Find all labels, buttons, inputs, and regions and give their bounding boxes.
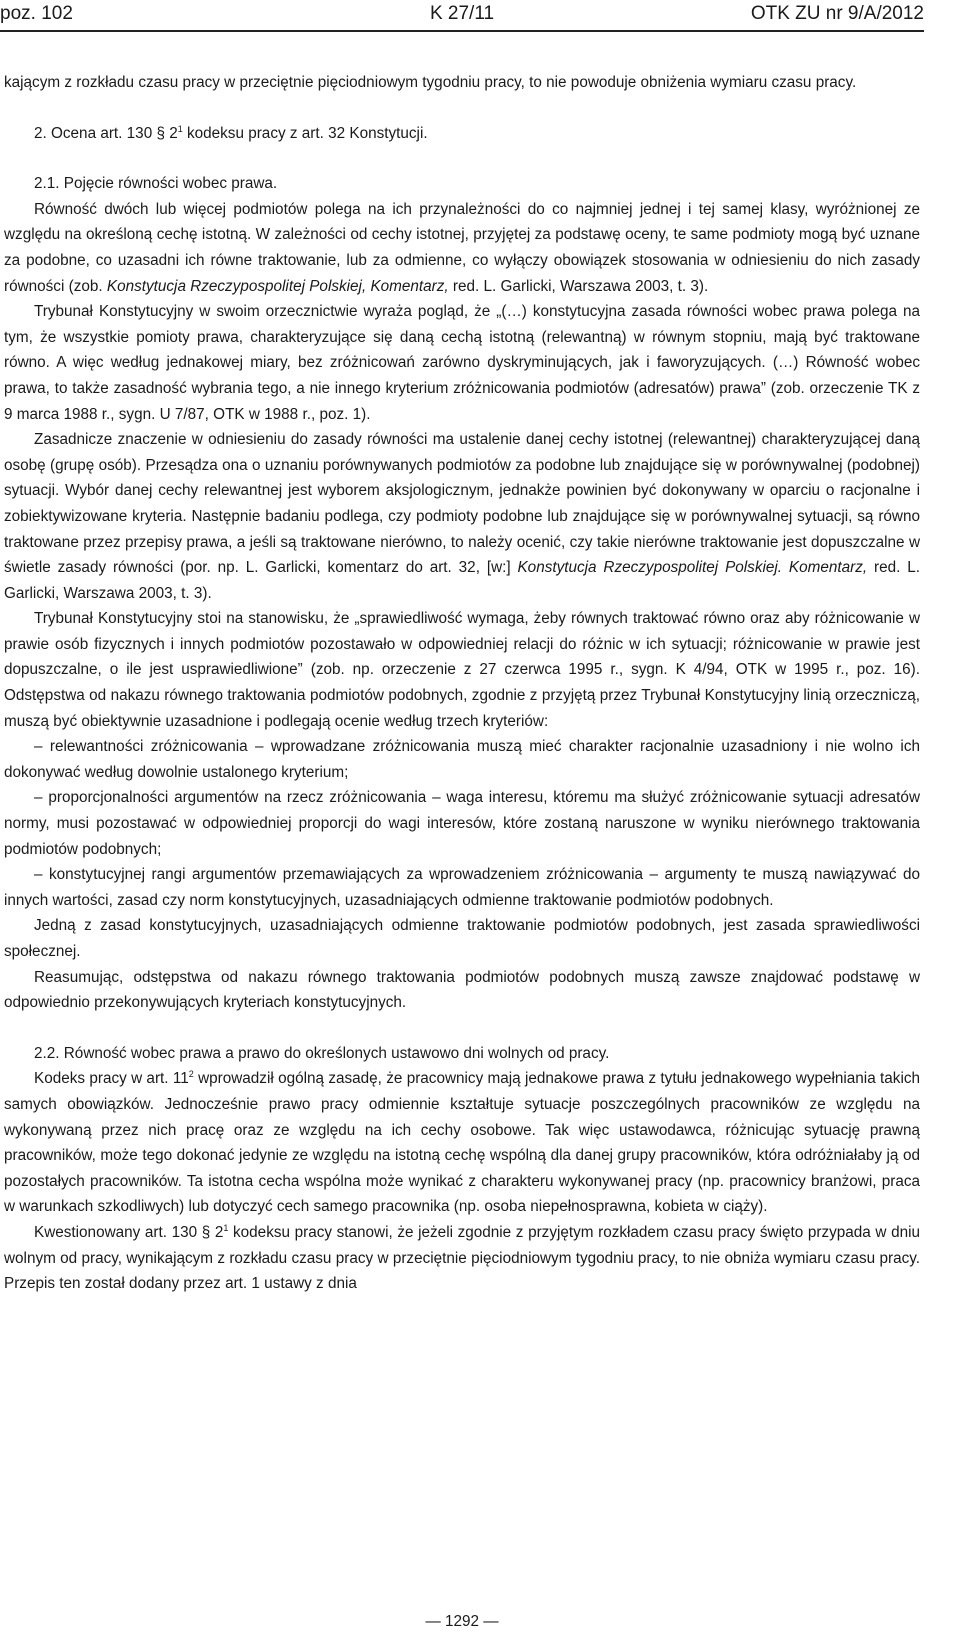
paragraph: Zasadnicze znaczenie w odniesieniu do zasady równości ma ustalenie danej cechy istotnej (relewantnej) charakteryzującej daną osobę (grupę osób). Przesądza ona o uznaniu porównywanych podmiotów za podobne lub znajdujące się w porównywalnej (podobnej) sytuacji. Wybór danej cechy relewantnej jest wyborem aksjologicznym, jednakże powinien być dokonywany w oparciu o racjonalne i zobiektywizowane kryteria. Następnie badaniu podlega, czy podmioty podobne lub znajdujące się w porównywalnej sytuacji, są równo traktowane przez przepisy prawa, a jeśli są traktowane nierówno, to należy ocenić, czy takie nierówne traktowanie jest dopuszczalne w świetle zasady równości (por. np. L. Garlicki, komentarz do art. 32, [w:] Konstytucja Rzeczypospolitej Polskiej. Komentarz, red. L. Garlicki, Warszawa 2003, t. 3). [4,431,920,602]
paragraph: Jedną z zasad konstytucyjnych, uzasadniających odmienne traktowanie podmiotów podobnych, jest zasada sprawiedliwości społecznej. [4,917,920,960]
paragraph: Równość dwóch lub więcej podmiotów polega na ich przynależności do co najmniej jednej i tej samej klasy, wyróżnionej ze względu na określoną cechę istotną. W zależności od cechy istotnej, przyjętej za podstawę oceny, te same podmioty mogą być uznane za podobne, co uzasadni ich równe traktowanie, lub za odmienne, co wyłączy obowiązek stosowania w odniesieniu do nich zasady równości (zob. Konstytucja Rzeczypospolitej Polskiej, Komentarz, red. L. Garlicki, Warszawa 2003, t. 3). [4,200,920,295]
paragraph: Kwestionowany art. 130 § $2^1$ kodeksu pracy stanowi, że jeżeli zgodnie z przyjętym rozkładem czasu pracy święto przypada w dniu wolnym od pracy, wynikającym z rozkładu czasu pracy w przeciętnie pięciodniowym tygodniu pracy, to nie obniża wymiaru czasu pracy. Przepis ten został dodany przez art. 1 ustawy z dnia [4,1222,920,1293]
paragraph: Kodeks pracy w art. $11^2$ wprowadził ogólną zasadę, że pracownicy mają jednakowe prawa z tytułu jednakowego wypełniania takich samych obowiązków. Jednocześnie prawo pracy odmiennie kształtuje sytuacje poszczególnych pracowników ze względu na wykonywaną przez nich pracę oraz ze względu na ich cechy osobowe. Tak więc ustawodawca, różnicując sytuację prawną pracowników, może tego dokonać jedynie ze względu na istotną cechę wspólną dla danej grupy pracowników, która odróżniałaby ją od pozostałych pracowników. Ta istotna cecha wspólna może wynikać z charakteru wykonywanej pracy (np. pracownicy branżowi, praca w warunkach szkodliwych) lub dotyczyć cech samego pracownika (np. osoba niepełnosprawna, kobieta w ciąży). [4,1069,920,1216]
paragraph-continuation: kającym z rozkładu czasu pracy w przeciętnie pięciodniowym tygodniu pracy, to nie powoduje obniżenia wymiaru czasu pracy. [4,74,857,91]
paragraph: Trybunał Konstytucyjny w swoim orzecznictwie wyraża pogląd, że „(…) konstytucyjna zasada równości wobec prawa polega na tym, że wszystkie pomioty prawa, charakteryzujące się daną cechą istotną (relewantną) w równym stopniu, mają być traktowane równo. A więc według jednakowej miary, bez zróżnicowań zarówno dyskryminujących, jak i faworyzujących. (…) Równość wobec prawa, to także zasadność wybrania tego, a nie innego kryterium zróżnicowania podmiotów (adresatów) prawa” (zob. orzeczenie TK z 9 marca 1988 r., sygn. U 7/87, OTK w 1988 r., poz. 1). [4,303,920,423]
page-number: — 1292 — [425,1613,499,1630]
paragraph: Trybunał Konstytucyjny stoi na stanowisku, że „sprawiedliwość wymaga, żeby równych traktować równo oraz aby różnicowanie w prawie osób fizycznych i innych podmiotów pozostawało w odpowiedniej relacji do różnic w ich sytuacji; różnicowanie w prawie jest dopuszczalne, o ile jest usprawiedliwione” (zob. np. orzeczenie z 27 czerwca 1995 r., sygn. K 4/94, OTK w 1995 r., poz. 16). Odstępstwa od nakazu równego traktowania podmiotów podobnych, zgodnie z przyjętą przez Trybunał Konstytucyjny linią orzeczniczą, muszą być obiektywnie uzasadnione i podlegają ocenie według trzech kryteriów: [4,610,920,730]
header-rule [0,30,924,32]
list-item: – relewantności zróżnicowania – wprowadzane zróżnicowania muszą mieć charakter racjonalnie uzasadniony i nie wolno ich dokonywać według dowolnie ustalonego kryterium; [4,738,920,781]
section-heading-2-2: 2.2. Równość wobec prawa a prawo do określonych ustawowo dni wolnych od pracy. [34,1044,610,1062]
paragraph: Reasumując, odstępstwa od nakazu równego traktowania podmiotów podobnych muszą zawsze znajdować podstawę w odpowiednio przekonywujących kryteriach konstytucyjnych. [4,968,920,1012]
header-journal: OTK ZU nr 9/A/2012 [750,3,924,24]
header-case-number: K 27/11 [429,3,495,24]
header-position: poz. 102 [0,3,73,24]
list-item: – konstytucyjnej rangi argumentów przemawiających za wprowadzeniem zróżnicowania – argumenty te muszą nawiązywać do innych wartości, zasad czy norm konstytucyjnych, uzasadniających odmienne traktowanie podmiotów podobnych. [4,866,920,909]
page-header [0,2,924,28]
document-body [4,70,920,1297]
section-heading-2: 2. Ocena art. 130 § $2^1$ kodeksu pracy z art. 32 Konstytucji. [34,123,428,142]
section-heading-2-1: 2.1. Pojęcie równości wobec prawa. [34,175,278,193]
list-item: – proporcjonalności argumentów na rzecz zróżnicowania – waga interesu, któremu ma służyć zróżnicowanie sytuacji adresatów normy, musi pozostawać w odpowiedniej proporcji do wagi interesów, które zostaną naruszone w wyniku nierównego traktowania podmiotów podobnych; [4,789,920,858]
